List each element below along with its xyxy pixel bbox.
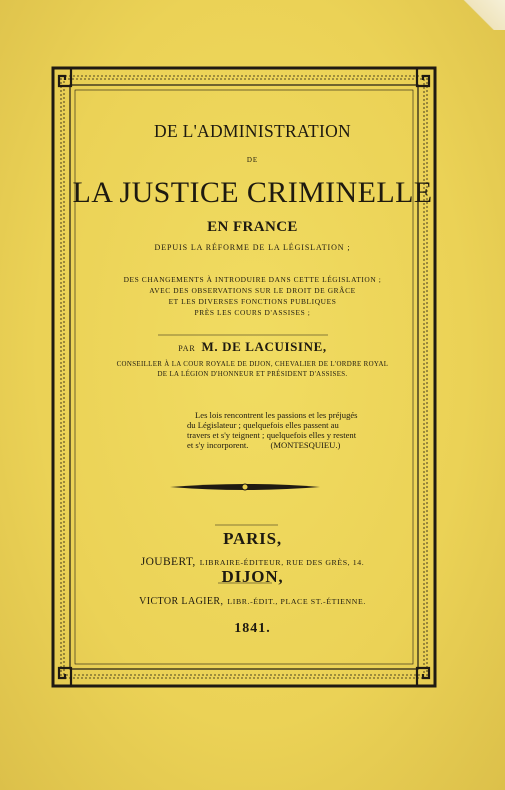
publisher1-rest: LIBRAIRE-ÉDITEUR, RUE DES GRÈS, 14. [199, 558, 365, 567]
epigraph-line: Les lois rencontrent les passions et les préjugés [195, 410, 358, 420]
publication-year: 1841. [234, 621, 271, 636]
title-place: EN FRANCE [207, 219, 298, 235]
author-line [60, 338, 445, 356]
epigraph-line: et s'y incorporent. [187, 440, 249, 450]
main-title: LA JUSTICE CRIMINELLE [72, 176, 433, 209]
title-de: DE [246, 156, 259, 164]
author-name: M. DE LACUISINE, [201, 339, 327, 354]
description-line: PRÈS LES COURS D'ASSISES ; [194, 308, 311, 317]
epigraph [187, 410, 372, 450]
description-line: ET LES DIVERSES FONCTIONS PUBLIQUES [168, 297, 337, 306]
author-title-line: CONSEILLER À LA COUR ROYALE DE DIJON, CHEVALIER DE L'ORDRE ROYAL [116, 361, 389, 368]
publisher-dijon [60, 591, 445, 609]
title-line1: DE L'ADMINISTRATION [154, 121, 351, 141]
author-par: PAR [178, 344, 196, 353]
publisher2-name: VICTOR LAGIER, [139, 596, 224, 607]
epigraph-source: (MONTESQUIEU.) [270, 440, 341, 450]
city-paris: PARIS, [223, 529, 282, 548]
description-line: DES CHANGEMENTS À INTRODUIRE DANS CETTE LÉGISLATION ; [123, 275, 382, 284]
author-title-line: DE LA LÉGION D'HONNEUR ET PRÉSIDENT D'ASSISES. [157, 371, 348, 378]
publisher2-rest: LIBR.-ÉDIT., PLACE ST.-ÉTIENNE. [227, 597, 366, 606]
epigraph-line: du Législateur ; quelquefois elles passent au [187, 420, 339, 430]
city-dijon: DIJON, [221, 567, 284, 586]
subtitle: DEPUIS LA RÉFORME DE LA LÉGISLATION ; [154, 243, 351, 252]
ornamental-rule [170, 484, 320, 490]
publisher1-name: JOUBERT, [140, 556, 196, 568]
description-line: AVEC DES OBSERVATIONS SUR LE DROIT DE GRÂCE [149, 286, 356, 295]
epigraph-line: travers et s'y teignent ; quelquefois elles y restent [187, 430, 357, 440]
